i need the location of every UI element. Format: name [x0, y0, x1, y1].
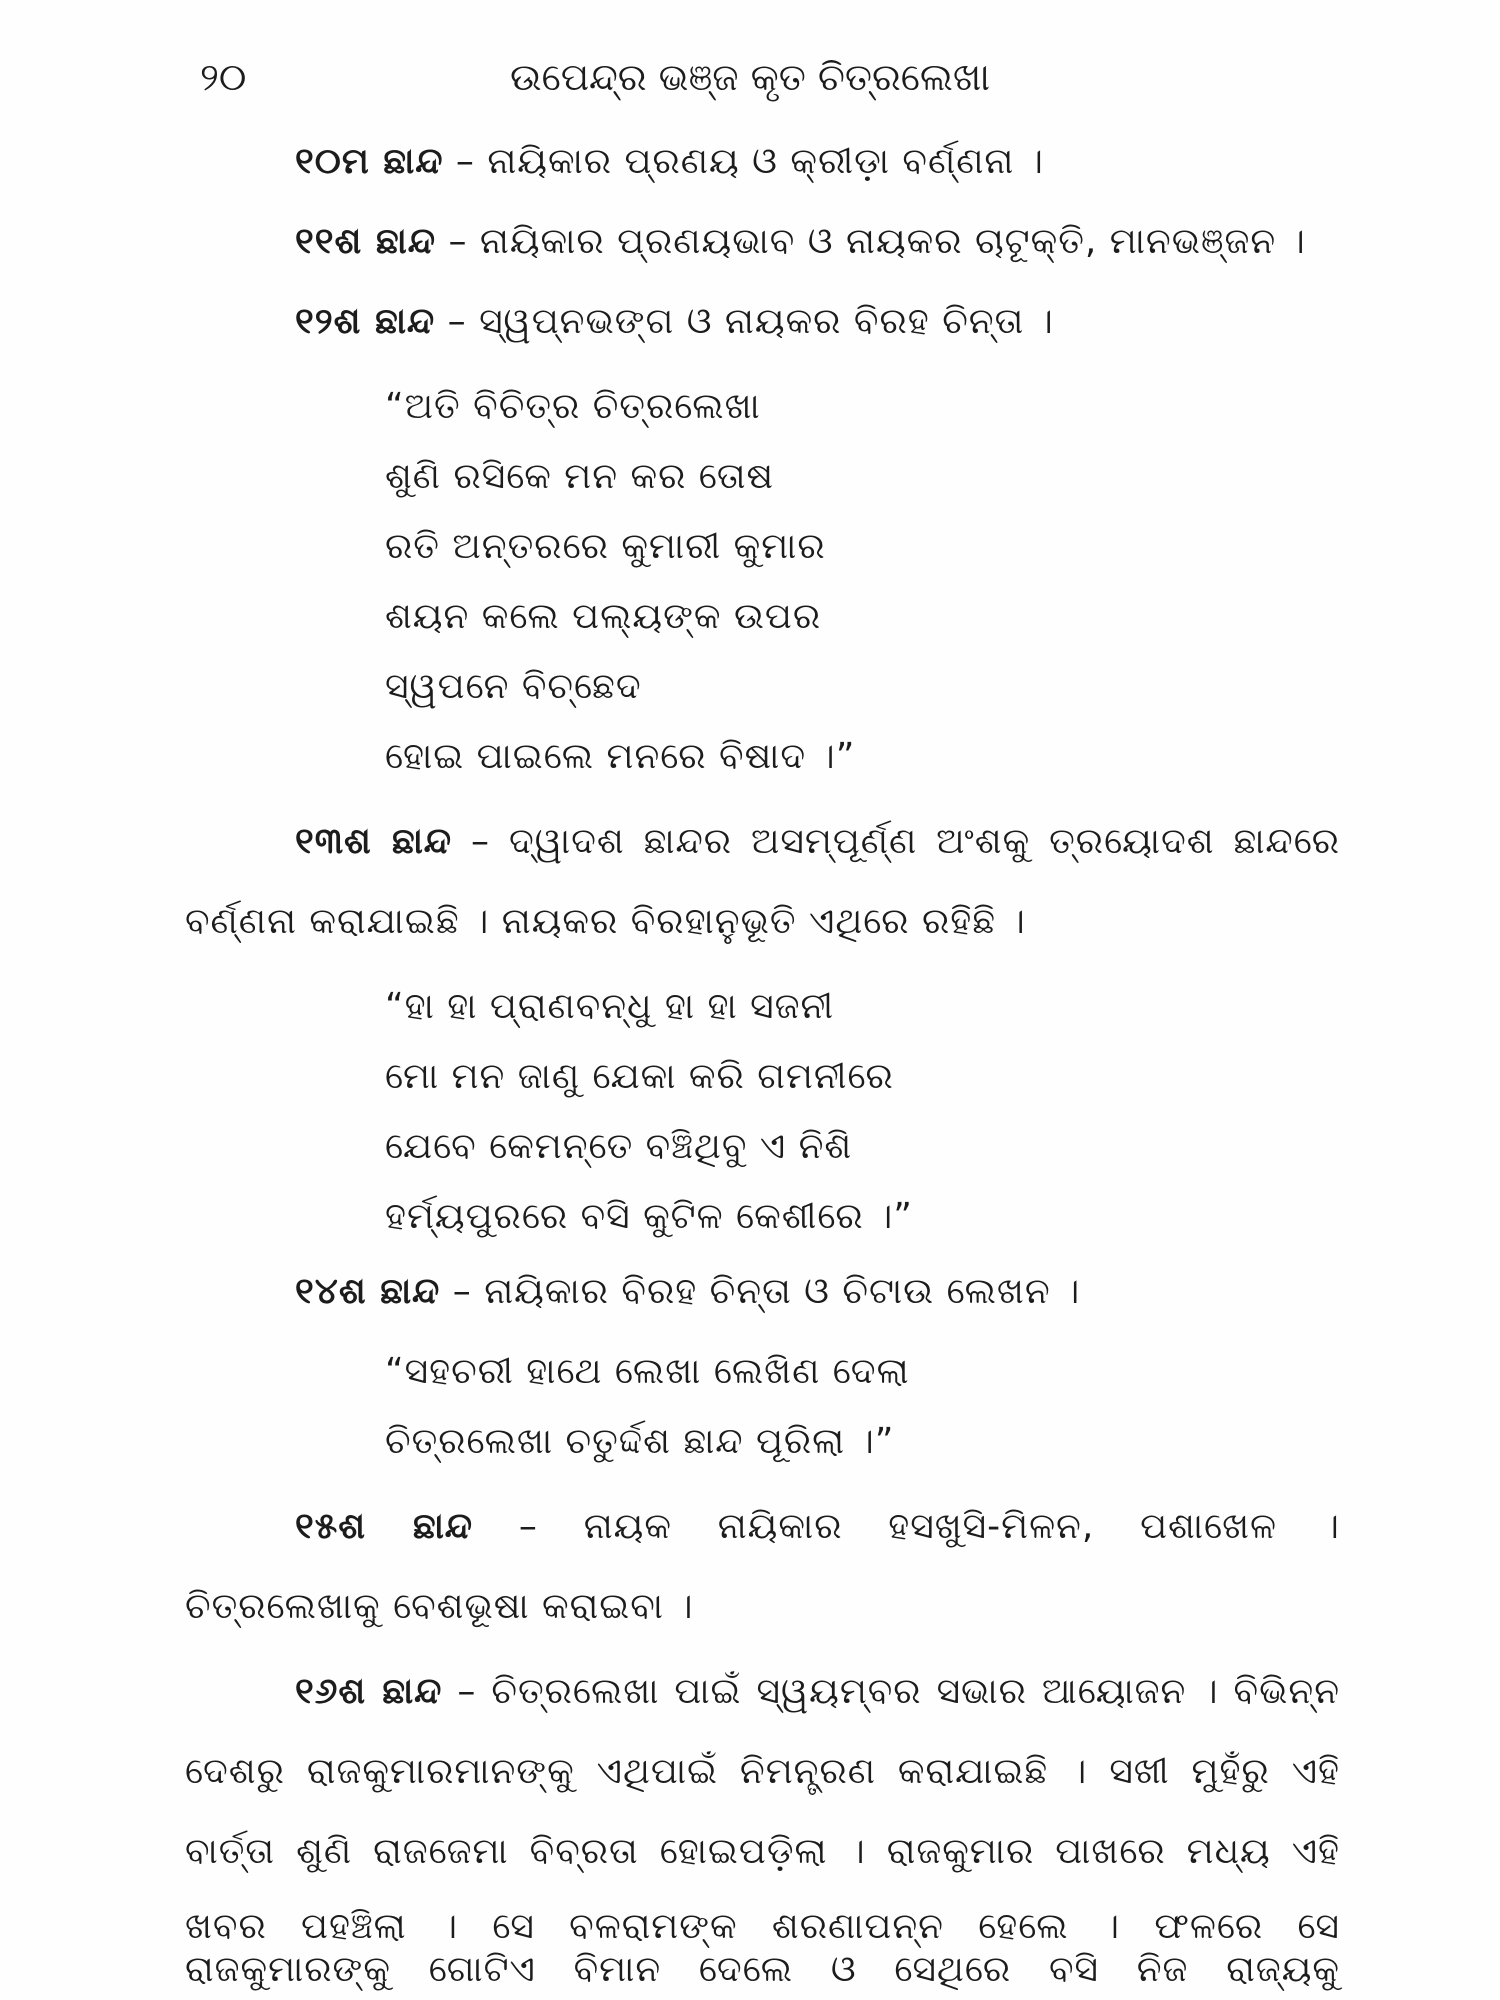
section-11-label: ୧୧ଶ ଛାନ୍ଦ	[295, 221, 437, 262]
verse1-line-2: ଶୁଣି ରସିକେ ମନ କର ତୋଷ	[385, 456, 775, 497]
section-16-line-3: ବାର୍ତ୍ତା ଶୁଣି ରାଜଜେମା ବିବ୍ରତା ହୋଇପଡ଼ିଲା । ରାଜକୁମାର ପାଖରେ ମଧ୍ୟ ଏହି	[185, 1831, 1340, 1872]
section-10-line	[295, 140, 1044, 184]
verse1-line-5: ସ୍ୱପନେ ବିଚ୍ଛେଦ	[385, 666, 642, 707]
section-12-line	[295, 300, 1054, 344]
section-16-label: ୧୬ଶ ଛାନ୍ଦ	[295, 1671, 443, 1712]
section-12-label: ୧୨ଶ ଛାନ୍ଦ	[295, 301, 436, 342]
verse1-line-1: “ଅତି ବିଚିତ୍ର ଚିତ୍ରଲେଖା	[385, 386, 761, 427]
section-10-label: ୧୦ମ ଛାନ୍ଦ	[295, 141, 444, 182]
verse3-line-2: ଚିତ୍ରଲେଖା ଚତୁର୍ଦ୍ଦଶ ଛାନ୍ଦ ପୂରିଲା ।”	[385, 1421, 895, 1462]
section-16-line-4: ଖବର ପହଞ୍ଚିଲା । ସେ ବଳରାମଙ୍କ ଶରଣାପନ୍ନ ହେଲେ । ଫଳରେ ସେ	[185, 1906, 1340, 1947]
section-11-line	[295, 220, 1306, 264]
section-13-line-1	[295, 820, 1340, 864]
section-14-label: ୧୪ଶ ଛାନ୍ଦ	[295, 1271, 441, 1312]
verse2-line-1: “ହା ହା ପ୍ରାଣବନ୍ଧୁ ହା ହା ସଜନୀ	[385, 986, 835, 1027]
section-16-line-5: ରାଜକୁମାରଙ୍କୁ ଗୋଟିଏ ବିମାନ ଦେଲେ ଓ ସେଥିରେ ବସି ନିଜ ରାଜ୍ୟକୁ	[185, 1949, 1340, 1990]
section-15-text-1: – ନାୟକ ନାୟିକାର ହସଖୁସି-ମିଳନ, ପଶାଖେଳ ।	[473, 1506, 1340, 1547]
verse2-line-3: ଯେବେ କେମନ୍ତେ ବଞ୍ଚିଥିବୁ ଏ ନିଶି	[385, 1126, 853, 1167]
verse1-line-3: ରତି ଅନ୍ତରରେ କୁମାରୀ କୁମାର	[385, 526, 826, 567]
section-16-line-1	[295, 1670, 1340, 1714]
section-13-label: ୧୩ଶ ଛାନ୍ଦ	[295, 821, 453, 862]
running-title: ଉପେନ୍ଦ୍ର ଭଞ୍ଜ କୃତ ଚିତ୍ରଲେଖା	[510, 55, 990, 99]
section-13-text-1: – ଦ୍ୱାଦଶ ଛାନ୍ଦର ଅସମ୍ପୂର୍ଣ୍ଣ ଅଂଶକୁ ତ୍ରୟୋଦଶ ଛାନ୍ଦରେ	[452, 821, 1341, 862]
verse2-line-2: ମୋ ମନ ଜାଣୁ ଯେକା କରି ଗମନୀରେ	[385, 1056, 894, 1097]
section-10-text: – ନାୟିକାର ପ୍ରଣୟ ଓ କ୍ରୀଡ଼ା ବର୍ଣ୍ଣନା ।	[443, 141, 1045, 182]
section-13-line-2: ବର୍ଣ୍ଣନା କରାଯାଇଛି । ନାୟକର ବିରହାନୁଭୂତି ଏଥିରେ ରହିଛି ।	[185, 901, 1026, 942]
verse3-line-1: “ସହଚରୀ ହାଥେ ଲେଖା ଲେଖିଣ ଦେଲା	[385, 1351, 910, 1392]
section-14-line	[295, 1270, 1080, 1314]
section-14-text: – ନାୟିକାର ବିରହ ଚିନ୍ତା ଓ ଚିଟାଉ ଲେଖନ ।	[440, 1271, 1081, 1312]
section-15-line-1	[295, 1505, 1340, 1549]
section-16-line-2: ଦେଶରୁ ରାଜକୁମାରମାନଙ୍କୁ ଏଥିପାଇଁ ନିମନ୍ତ୍ରଣ କରାଯାଇଛି । ସଖୀ ମୁହଁରୁ ଏହି	[185, 1751, 1340, 1792]
section-15-label: ୧୫ଶ ଛାନ୍ଦ	[295, 1506, 474, 1547]
section-12-text: – ସ୍ୱପ୍ନଭଙ୍ଗ ଓ ନାୟକର ବିରହ ଚିନ୍ତା ।	[435, 301, 1054, 342]
section-15-line-2: ଚିତ୍ରଲେଖାକୁ ବେଶଭୂଷା କରାଇବା ।	[185, 1586, 694, 1627]
verse1-line-4: ଶୟନ କଲେ ପଲ୍ୟଙ୍କ ଉପର	[385, 596, 822, 637]
section-11-text: – ନାୟିକାର ପ୍ରଣୟଭାବ ଓ ନାୟକର ଚାଟୂକ୍ତି, ମାନଭଞ୍ଜନ ।	[436, 221, 1306, 262]
verse2-line-4: ହର୍ମ୍ୟପୁରରେ ବସି କୁଟିଳ କେଶୀରେ ।”	[385, 1196, 913, 1237]
verse1-line-6: ହୋଇ ପାଇଲେ ମନରେ ବିଷାଦ ।”	[385, 736, 856, 777]
section-16-text-1: – ଚିତ୍ରଲେଖା ପାଇଁ ସ୍ୱୟମ୍ବର ସଭାର ଆୟୋଜନ । ବିଭିନ୍ନ	[442, 1671, 1341, 1712]
page-number: ୨୦	[200, 55, 247, 99]
